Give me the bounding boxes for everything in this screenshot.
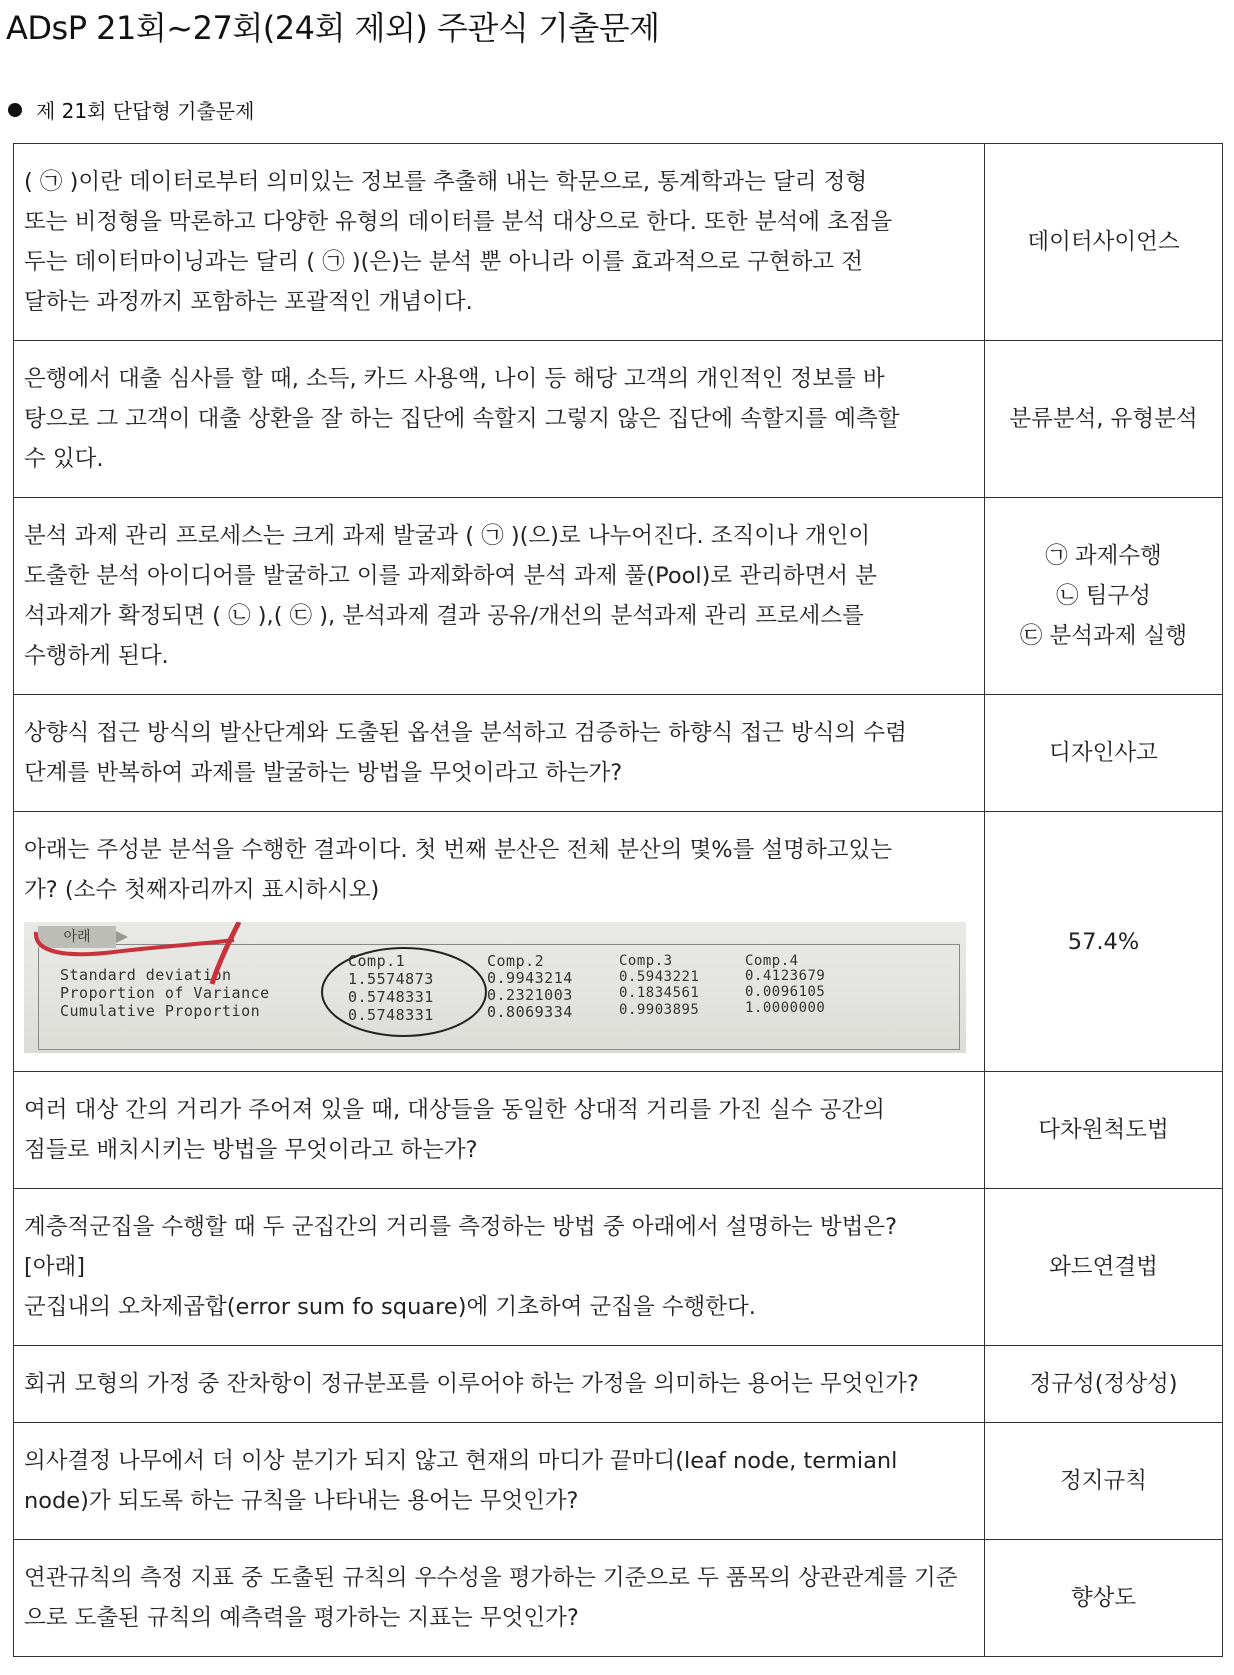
question-row: [14, 812, 1223, 1072]
question-cell: [14, 1189, 985, 1346]
answer-cell: [985, 144, 1223, 341]
pen-circle: [322, 948, 486, 1036]
question-text: 단계를 반복하여 과제를 발굴하는 방법을 무엇이라고 하는가?: [24, 760, 623, 786]
answer-text: 정지규칙: [1060, 1468, 1147, 1494]
answer-text: 분류분석, 유형분석: [1009, 406, 1198, 432]
question-row: [14, 341, 1223, 498]
question-text: 두는 데이터마이닝과는 달리 ( ㉠ )(은)는 분석 뿐 아니라 이를 효과적으로 구현하고 전: [24, 249, 863, 275]
answer-text: 정규성(정상성): [1029, 1371, 1178, 1397]
pca-row-label: Standard deviation: [60, 966, 232, 984]
question-text: 회귀 모형의 가정 중 잔차항이 정규분포를 이루어야 하는 가정을 의미하는 용어는 무엇인가?: [24, 1371, 919, 1397]
pca-column-header: Comp.1: [348, 952, 406, 970]
pca-value: 0.5748331: [348, 1006, 434, 1024]
red-pen-stroke: [212, 922, 239, 984]
question-text: 은행에서 대출 심사를 할 때, 소득, 카드 사용액, 나이 등 해당 고객의 개인적인 정보를 바: [24, 366, 885, 392]
answer-text: 향상도: [1070, 1585, 1137, 1611]
question-text: 점들로 배치시키는 방법을 무엇이라고 하는가?: [24, 1137, 478, 1163]
question-text: 수행하게 된다.: [24, 643, 169, 669]
answer-text: ㉢ 분석과제 실행: [1019, 623, 1188, 649]
section-title: 제 21회 단답형 기출문제: [36, 99, 255, 123]
answer-text: 데이터사이언스: [1027, 229, 1180, 255]
question-row: [14, 144, 1223, 341]
answer-text: 57.4%: [1067, 928, 1140, 955]
question-text: 계층적군집을 수행할 때 두 군집간의 거리를 측정하는 방법 중 아래에서 설명하는 방법은?: [24, 1214, 898, 1240]
question-row: [14, 695, 1223, 812]
question-text: 의사결정 나무에서 더 이상 분기가 되지 않고 현재의 마디가 끝마디(leaf node, termianl: [24, 1448, 898, 1474]
question-text: 탕으로 그 고객이 대출 상환을 잘 하는 집단에 속할지 그렇지 않은 집단에 속할지를 예측할: [24, 406, 900, 432]
pca-row-label: Proportion of Variance: [60, 984, 270, 1002]
red-pen-stroke: [36, 932, 234, 954]
question-text: node)가 되도록 하는 규칙을 나타내는 용어는 무엇인가?: [24, 1488, 579, 1514]
question-cell: [14, 695, 985, 812]
question-cell: [14, 498, 985, 695]
pca-value: 0.9943214: [487, 969, 573, 987]
pca-value: 0.5748331: [348, 988, 434, 1006]
pen-annotation: [24, 922, 966, 1053]
pca-column-header: Comp.4: [745, 953, 799, 969]
question-row: [14, 1189, 1223, 1346]
pca-value: 0.8069334: [487, 1003, 573, 1021]
question-text: 상향식 접근 방식의 발산단계와 도출된 옵션을 분석하고 검증하는 하향식 접근 방식의 수렴: [24, 720, 907, 746]
question-row: [14, 1072, 1223, 1189]
question-text: 으로 도출된 규칙의 예측력을 평가하는 지표는 무엇인가?: [24, 1605, 579, 1631]
question-text: 아래는 주성분 분석을 수행한 결과이다. 첫 번째 분산은 전체 분산의 몇%를 설명하고있는: [24, 837, 892, 863]
pca-column-header: Comp.2: [487, 952, 545, 970]
pca-column-header: Comp.3: [619, 953, 673, 969]
section-heading: [8, 96, 254, 126]
question-cell: [14, 1540, 985, 1657]
answer-cell: [985, 1423, 1223, 1540]
answer-cell: [985, 1072, 1223, 1189]
document-title: ADsP 21회~27회(24회 제외) 주관식 기출문제: [6, 9, 660, 47]
answer-cell: [985, 695, 1223, 812]
pca-value: 0.0096105: [745, 984, 826, 1000]
pca-value: 0.2321003: [487, 986, 573, 1004]
question-cell: [14, 144, 985, 341]
question-table: [13, 143, 1223, 1657]
pca-value: 0.4123679: [745, 968, 826, 984]
question-row: [14, 1540, 1223, 1657]
question-text: 석과제가 확정되면 ( ㉡ ),( ㉢ ), 분석과제 결과 공유/개선의 분석과제 관리 프로세스를: [24, 603, 864, 629]
question-row: [14, 1423, 1223, 1540]
question-text: 군집내의 오차제곱합(error sum fo square)에 기초하여 군집을 수행한다.: [24, 1294, 756, 1320]
answer-text: 와드연결법: [1049, 1254, 1158, 1280]
question-text: 분석 과제 관리 프로세스는 크게 과제 발굴과 ( ㉠ )(으)로 나누어진다. 조직이나 개인이: [24, 523, 871, 549]
pca-value: 0.5943221: [619, 969, 700, 985]
answer-text: ㉡ 팀구성: [1056, 583, 1151, 609]
question-text: 달하는 과정까지 포함하는 포괄적인 개념이다.: [24, 289, 473, 315]
answer-text: 다차원척도법: [1038, 1117, 1169, 1143]
question-text: [아래]: [24, 1254, 86, 1280]
question-text: 도출한 분석 아이디어를 발굴하고 이를 과제화하여 분석 과제 풀(Pool)로 관리하면서 분: [24, 563, 877, 589]
answer-cell: [985, 1346, 1223, 1423]
question-row: [14, 498, 1223, 695]
pca-row-label: Cumulative Proportion: [60, 1002, 261, 1020]
answer-cell: [985, 341, 1223, 498]
answer-cell: [985, 498, 1223, 695]
answer-cell: [985, 812, 1223, 1072]
pca-value: 0.1834561: [619, 985, 700, 1001]
question-cell: [14, 1346, 985, 1423]
question-cell: [14, 1423, 985, 1540]
pca-value: 1.0000000: [745, 1000, 826, 1016]
answer-text: 디자인사고: [1049, 740, 1158, 766]
question-text: 수 있다.: [24, 446, 104, 472]
answer-cell: [985, 1189, 1223, 1346]
question-text: 연관규칙의 측정 지표 중 도출된 규칙의 우수성을 평가하는 기준으로 두 품목의 상관관계를 기준: [24, 1565, 958, 1591]
question-cell: [14, 1072, 985, 1189]
question-text: ( ㉠ )이란 데이터로부터 의미있는 정보를 추출해 내는 학문으로, 통계학과는 달리 정형: [24, 169, 868, 195]
question-text: 또는 비정형을 막론하고 다양한 유형의 데이터를 분석 대상으로 한다. 또한 분석에 초점을: [24, 209, 893, 235]
question-cell: [14, 812, 985, 1072]
question-row: [14, 1346, 1223, 1423]
pca-value: 0.9903895: [619, 1002, 700, 1018]
answer-text: ㉠ 과제수행: [1045, 543, 1162, 569]
bullet-icon: [8, 103, 22, 117]
pca-value: 1.5574873: [348, 970, 434, 988]
answer-cell: [985, 1540, 1223, 1657]
question-text: 여러 대상 간의 거리가 주어져 있을 때, 대상들을 동일한 상대적 거리를 가진 실수 공간의: [24, 1097, 885, 1123]
pca-result-image: [24, 922, 966, 1053]
question-cell: [14, 341, 985, 498]
pca-tag-label: 아래: [38, 926, 116, 948]
question-text: 가? (소수 첫째자리까지 표시하시오): [24, 877, 380, 903]
